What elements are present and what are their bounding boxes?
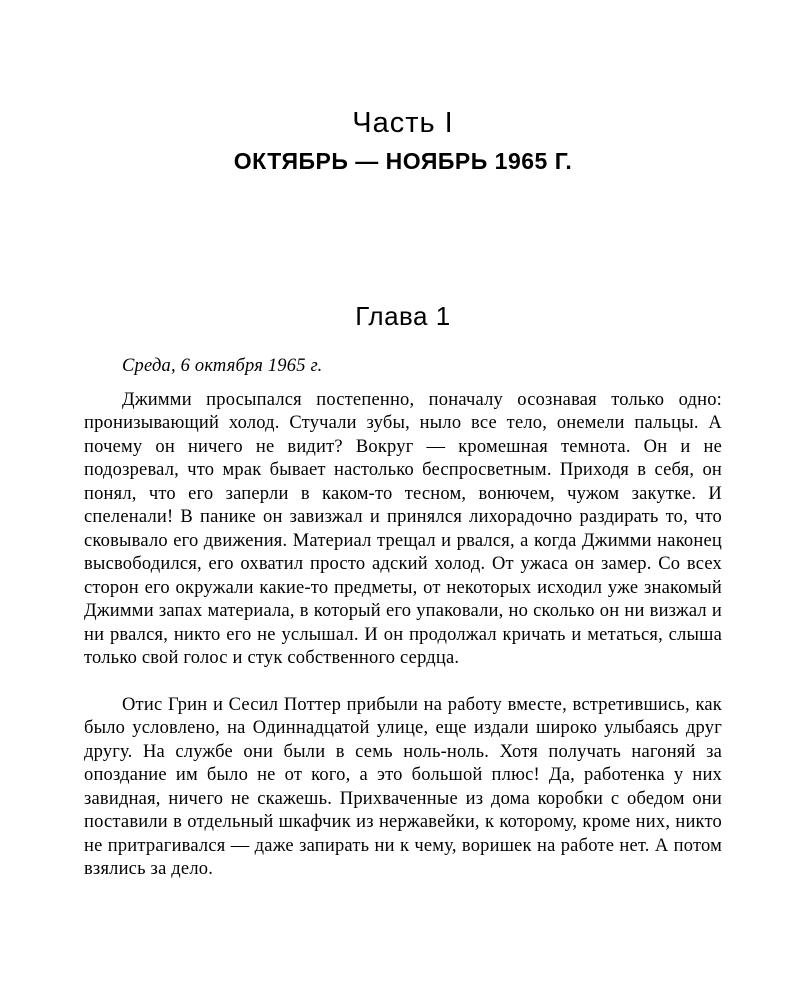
part-title: Часть I [352,107,454,139]
date-line: Среда, 6 октября 1965 г. [122,355,323,376]
body-paragraph: Отис Грин и Сесил Поттер прибыли на работу вместе, встретившись, как было условлено, на Одиннадцатой улице, еще издали широко улыбаясь друг другу. На службе они были в семь ноль-ноль. Хотя получать нагоняй за опоздание им было не от кого, а это большой плюс! Да, работенка у них завидная, ничего не скажешь. Прихваченные из дома коробки с обедом они поставили в отдельный шкафчик из нержавейки, к которому, кроме них, никто не притрагивался — даже запирать ни к чему, воришек на работе нет. А потом взялись за дело. [84,694,722,880]
chapter-title: Глава 1 [355,301,451,332]
body-paragraph: Джимми просыпался постепенно, поначалу осознавая только одно: пронизывающий холод. Стучали зубы, ныло все тело, онемели пальцы. А почему он ничего не видит? Вокруг — кромешная темнота. Он и не подозревал, что мрак бывает настолько беспросветным. Приходя в себя, он понял, что его заперли в каком-то тесном, вонючем, чужом закутке. И спеленали! В панике он завизжал и принялся лихорадочно раздирать то, что сковывало его движения. Материал трещал и рвался, а когда Джимми наконец высвободился, его охватил просто адский холод. От ужаса он замер. Со всех сторон его окружали какие-то предметы, от некоторых исходил уже знакомый Джимми запах материала, в который его упаковали, но сколько он ни визжал и ни рвался, никто его не услышал. И он продолжал кричать и метаться, слыша только свой голос и стук собственного сердца. [84,389,722,669]
part-subtitle: ОКТЯБРЬ — НОЯБРЬ 1965 Г. [233,147,573,174]
